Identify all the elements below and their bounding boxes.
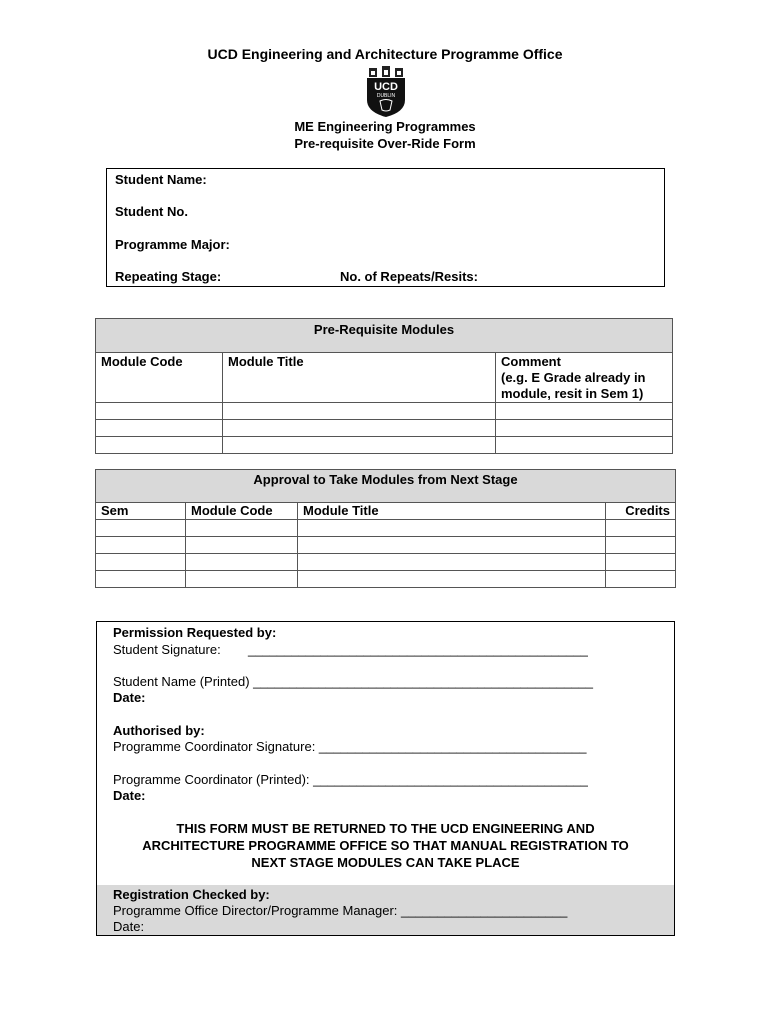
student-info-box xyxy=(106,168,665,287)
svg-text:UCD: UCD xyxy=(374,81,398,93)
date-label-1: Date: xyxy=(113,690,146,705)
table-row xyxy=(96,403,673,420)
registration-checked-section xyxy=(97,885,674,935)
date-label-3: Date: xyxy=(113,919,145,934)
permission-box xyxy=(96,621,675,936)
repeating-stage-label: Repeating Stage: xyxy=(115,269,222,284)
office-title: UCD Engineering and Architecture Programme Office xyxy=(207,46,563,62)
col-module-title: Module Title xyxy=(298,503,606,520)
registration-checked-label: Registration Checked by: xyxy=(113,887,270,902)
approval-table-title: Approval to Take Modules from Next Stage xyxy=(96,470,676,503)
student-signature-label: Student Signature: xyxy=(113,642,221,657)
date-label-2: Date: xyxy=(113,788,146,803)
prereq-table-title: Pre-Requisite Modules xyxy=(96,319,673,353)
programme-major-label: Programme Major: xyxy=(115,237,230,252)
student-name-printed-line[interactable]: Student Name (Printed) _______________________________________________ xyxy=(113,674,593,689)
ucd-crest-logo xyxy=(366,66,406,118)
table-row xyxy=(96,420,673,437)
table-row xyxy=(96,537,676,554)
permission-requested-label: Permission Requested by: xyxy=(113,625,277,640)
table-row xyxy=(96,437,673,454)
col-sem: Sem xyxy=(96,503,186,520)
coordinator-signature-line[interactable]: Programme Coordinator Signature: _____________________________________ xyxy=(113,739,587,754)
table-row xyxy=(96,554,676,571)
student-number-label: Student No. xyxy=(115,204,188,219)
col-module-code: Module Code xyxy=(186,503,298,520)
svg-text:DUBLIN: DUBLIN xyxy=(376,93,396,99)
student-signature-line[interactable]: _______________________________________________ xyxy=(248,642,588,657)
authorised-by-label: Authorised by: xyxy=(113,723,205,738)
col-module-title: Module Title xyxy=(223,353,496,403)
programme-title: ME Engineering Programmes xyxy=(294,119,476,134)
approval-next-stage-table xyxy=(95,469,676,588)
student-name-label: Student Name: xyxy=(115,172,207,187)
return-notice: THIS FORM MUST BE RETURNED TO THE UCD ENGINEERING AND ARCHITECTURE PROGRAMME OFFICE SO THAT MANUAL REGISTRATION TO NEXT STAGE MODULES CAN TAKE PLACE xyxy=(142,821,629,870)
coordinator-printed-line[interactable]: Programme Coordinator (Printed): ______________________________________ xyxy=(113,772,588,787)
form-title: Pre-requisite Over-Ride Form xyxy=(294,136,476,151)
repeats-label: No. of Repeats/Resits: xyxy=(340,269,478,284)
col-credits: Credits xyxy=(606,503,676,520)
prerequisite-modules-table xyxy=(95,318,673,454)
office-director-line[interactable]: Programme Office Director/Programme Manager: _______________________ xyxy=(113,903,568,918)
table-row xyxy=(96,571,676,588)
table-row xyxy=(96,520,676,537)
col-comment: Comment (e.g. E Grade already in module, resit in Sem 1) xyxy=(496,353,673,403)
col-module-code: Module Code xyxy=(96,353,223,403)
